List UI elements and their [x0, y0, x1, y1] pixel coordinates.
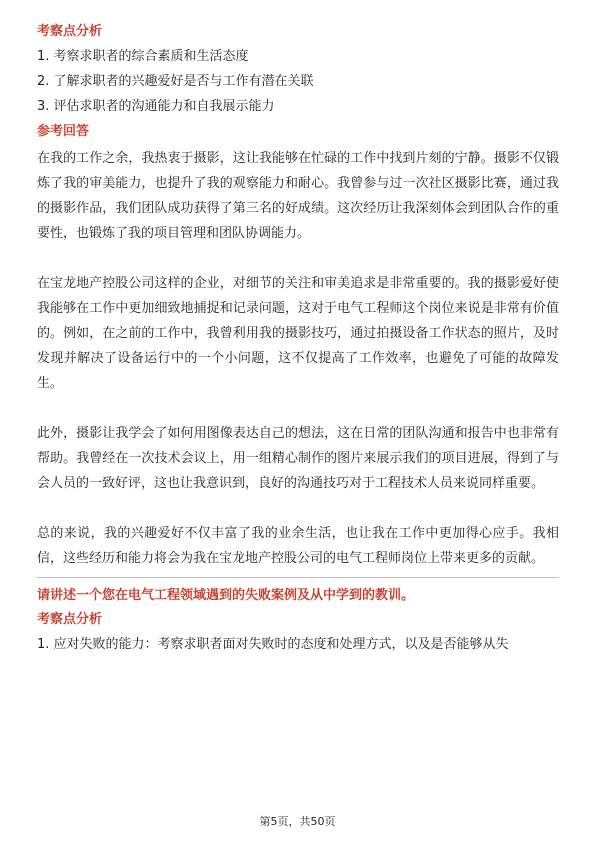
analysis-heading: 考察点分析 [37, 24, 103, 39]
answer-paragraph-1: 在我的工作之余，我热衷于摄影，这让我能够在忙碌的工作中找到片刻的宁静。摄影不仅锻炼了我的审美能力，也提升了我的观察能力和耐心。我曾参与过一次社区摄影比赛，通过我的摄影作品，我们团队成功获得了第三名的好成绩。这次经历让我深刻体会到团队合作的重要性，也锻炼了我的项目管理和团队协调能力。 [37, 151, 559, 241]
analysis-item-2: 2. 了解求职者的兴趣爱好是否与工作有潜在关联 [37, 74, 314, 89]
next-analysis-item-1: 1. 应对失败的能力：考察求职者面对失败时的态度和处理方式，以及是否能够从失 [37, 637, 509, 652]
page-number: 第5页，共50页 [259, 815, 336, 828]
answer-paragraph-4: 总的来说，我的兴趣爱好不仅丰富了我的业余生活，也让我在工作中更加得心应手。我相信，这些经历和能力将会为我在宝龙地产控股公司的电气工程师岗位上带来更多的贡献。 [37, 526, 559, 566]
answer-heading: 参考回答 [37, 124, 90, 139]
answer-paragraph-2: 在宝龙地产控股公司这样的企业，对细节的关注和审美追求是非常重要的。我的摄影爱好使我能够在工作中更加细致地捕捉和记录问题，这对于电气工程师这个岗位来说是非常有价值的。例如，在之前的工作中，我曾利用我的摄影技巧，通过拍摄设备工作状态的照片，及时发现并解决了设备运行中的一个小问题，这不仅提高了工作效率，也避免了可能的故障发生。 [37, 276, 559, 391]
next-analysis-heading: 考察点分析 [37, 612, 103, 627]
next-question: 请讲述一个您在电气工程领域遇到的失败案例及从中学到的教训。 [37, 588, 415, 603]
answer-paragraph-3: 此外，摄影让我学会了如何用图像表达自己的想法，这在日常的团队沟通和报告中也非常有帮助。我曾经在一次技术会议上，用一组精心制作的图片来展示我们的项目进展，得到了与会人员的一致好评，这也让我意识到，良好的沟通技巧对于工程技术人员来说同样重要。 [37, 426, 559, 491]
analysis-item-1: 1. 考察求职者的综合素质和生活态度 [37, 49, 249, 64]
page-content [37, 22, 559, 655]
section-divider [37, 577, 559, 578]
analysis-item-3: 3. 评估求职者的沟通能力和自我展示能力 [37, 99, 275, 114]
